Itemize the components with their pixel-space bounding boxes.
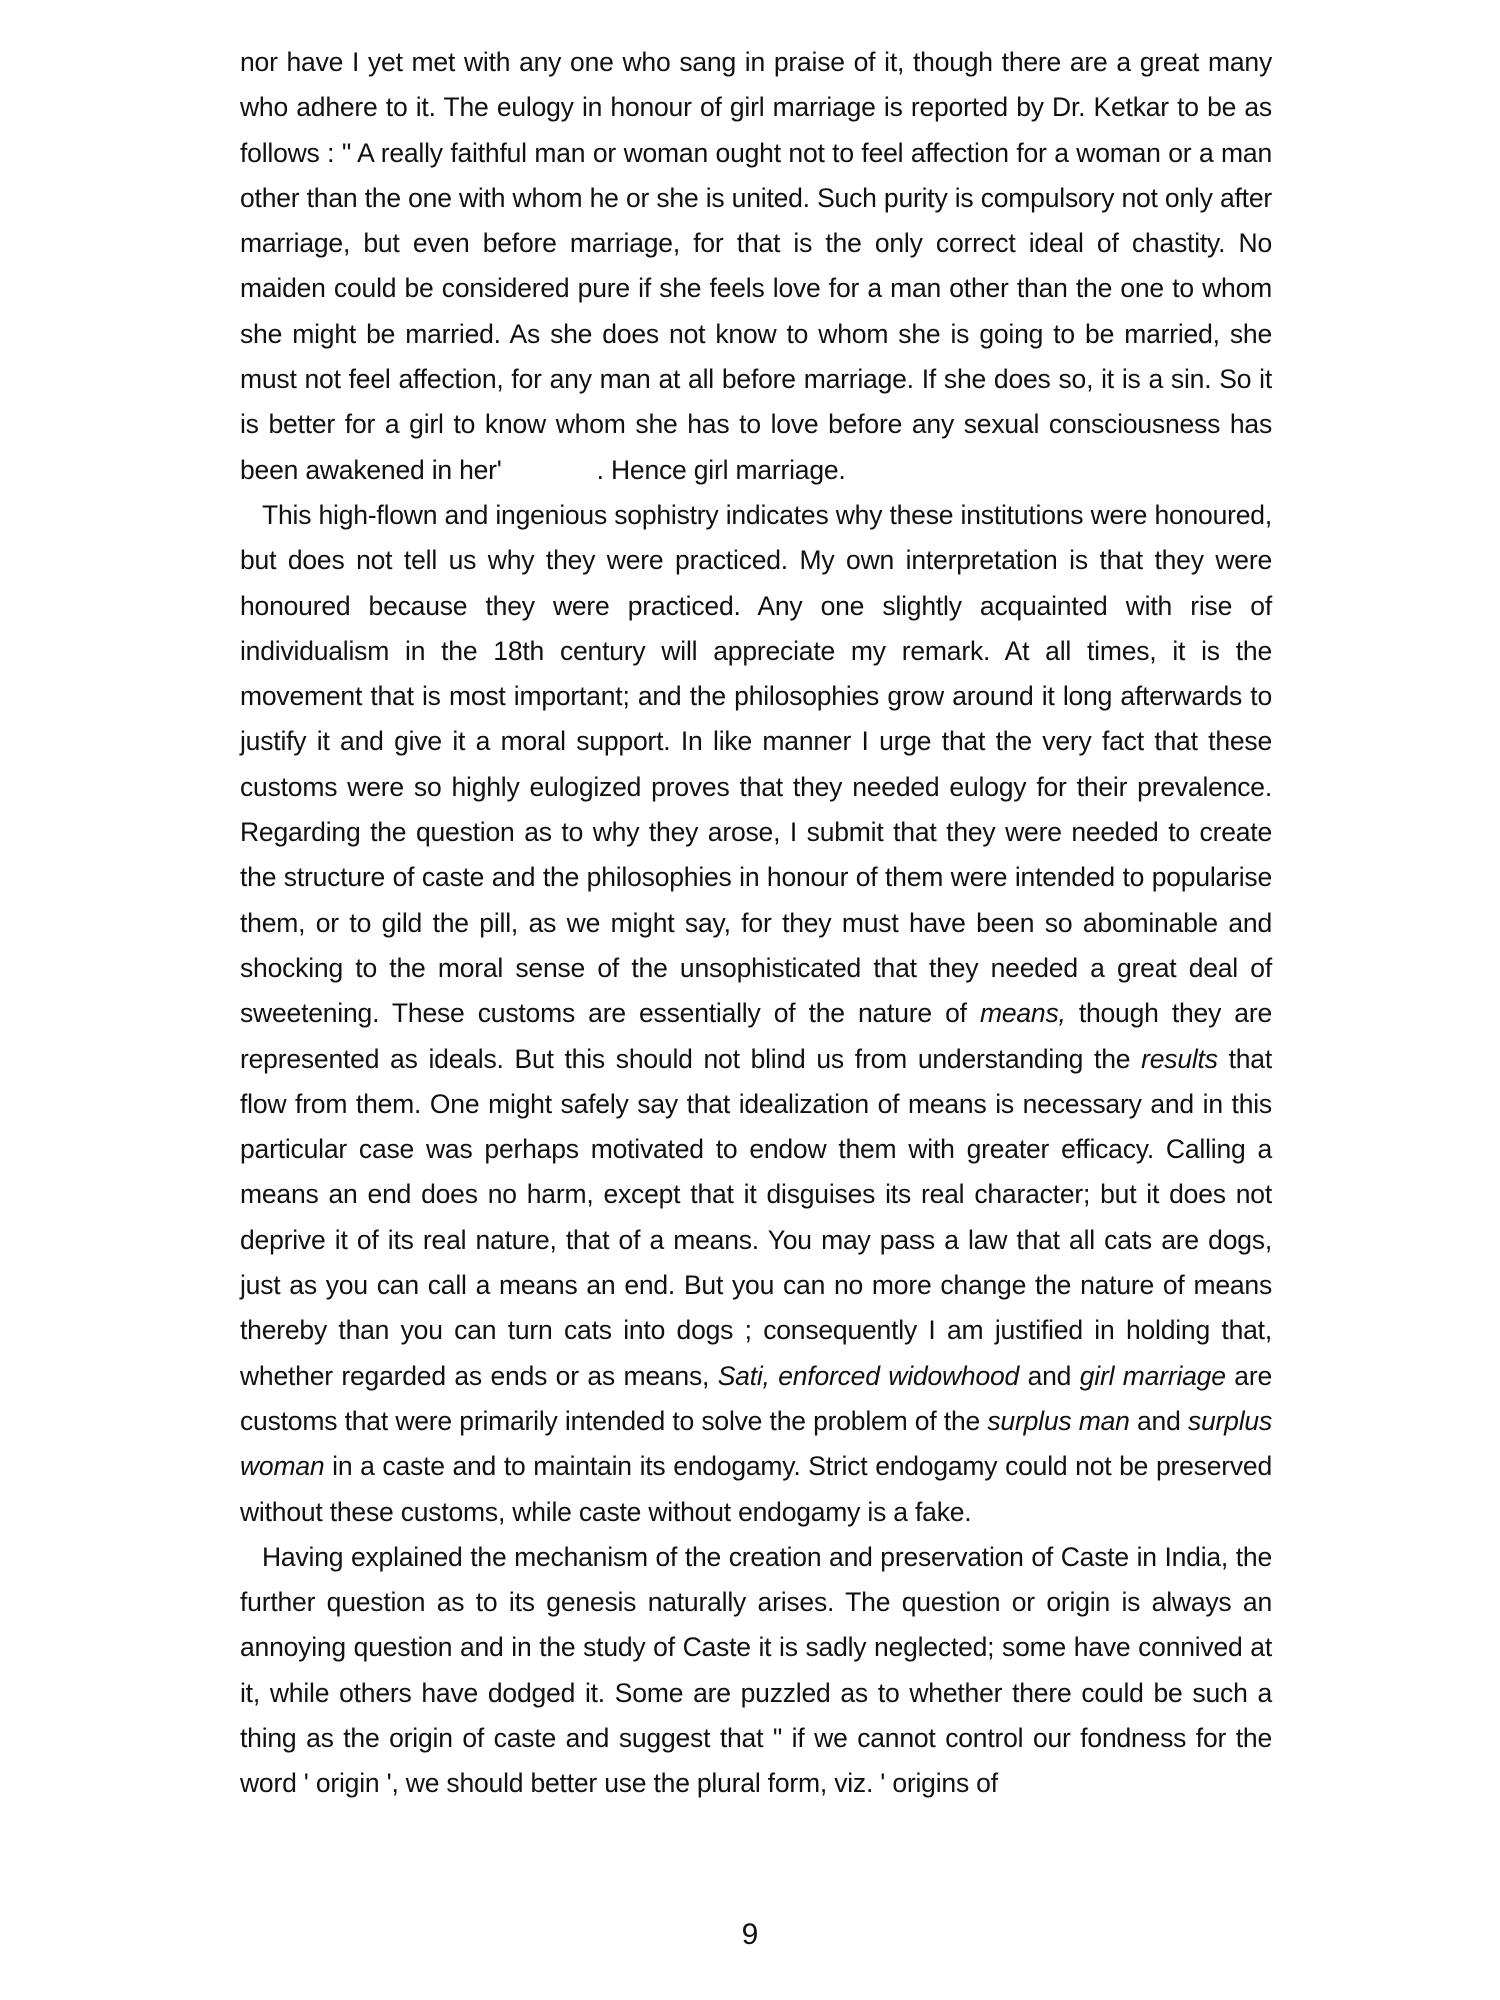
italic-text: Sati, enforced widowhood [717,1360,1020,1391]
italic-text: surplus woman [240,1405,1272,1482]
paragraph [240,493,1272,1535]
page-number: 9 [741,1918,759,1951]
italic-text: girl marriage [1079,1360,1226,1391]
text-span: though they are represented as ideals. But this should not blind us from understanding the [240,998,1272,1074]
text-span: and [1129,1405,1188,1436]
paragraph [240,40,1272,493]
text-span: Having explained the mechanism of the creation and preservation of Caste in India, the further question as to its genesis naturally arises. The question or origin is always an annoying question and in the study of Caste it is sadly neglected; some have connived at it, while others have dodged it. Some are puzzled as to whether there could be such a thing as the origin of caste and suggest that " if we cannot control our fondness for the word ' origin ', we should better use the plural form, viz. ' origins of [240,1541,1272,1799]
italic-text: surplus man [987,1405,1130,1436]
document-page [240,40,1272,1807]
text-span: . Hence girl marriage. [596,454,846,485]
text-span: This high-flown and ingenious sophistry indicates why these institutions were honoured, but does not tell us why they were practiced. My own interpretation is that they were honoured because they were practiced. Any one slightly acquainted with rise of individualism in the 18th century will appreciate my remark. At all times, it is the movement that is most important; and the philosophies grow around it long afterwards to justify it and give it a moral support. In like manner I urge that the very fact that these customs were so highly eulogized proves that they needed eulogy for their prevalence. Regarding the question as to why they arose, I submit that they were needed to create the structure of caste and the philosophies in honour of them were intended to popularise them, or to gild the pill, as we might say, for they must have been so abominable and shocking to the moral sense of the unsophisticated that they needed a great deal of sweetening. These customs are essentially of the nature of [240,499,1272,1029]
paragraph [240,1535,1272,1807]
italic-text: means, [979,998,1066,1029]
text-span: are customs that were primarily intended to solve the problem of the [240,1360,1272,1436]
text-span: in a caste and to maintain its endogamy. Strict endogamy could not be preserved without these customs, while caste without endogamy is a fake. [240,1451,1272,1527]
italic-text: results [1141,1043,1218,1074]
text-span: and [1019,1360,1080,1391]
text-span: that flow from them. One might safely say that idealization of means is necessary and in this particular case was perhaps motivated to endow them with greater efficacy. Calling a means an end does no harm, except that it disguises its real character; but it does not deprive it of its real nature, that of a means. You may pass a law that all cats are dogs, just as you can call a means an end. But you can no more change the nature of means thereby than you can turn cats into dogs ; consequently I am justified in holding that, whether regarded as ends or as means, [240,1043,1272,1391]
text-span: nor have I yet met with any one who sang in praise of it, though there are a great many who adhere to it. The eulogy in honour of girl marriage is reported by Dr. Ketkar to be as follows : " A really faithful man or woman ought not to feel affection for a woman or a man other than the one with whom he or she is united. Such purity is compulsory not only after marriage, but even before marriage, for that is the only correct ideal of chastity. No maiden could be considered pure if she feels love for a man other than the one to whom she might be married. As she does not know to whom she is going to be married, she must not feel affection, for any man at all before marriage. If she does so, it is a sin. So it is better for a girl to know whom she has to love before any sexual consciousness has been awakened in her' [240,47,1272,485]
body-text [240,40,1272,1807]
